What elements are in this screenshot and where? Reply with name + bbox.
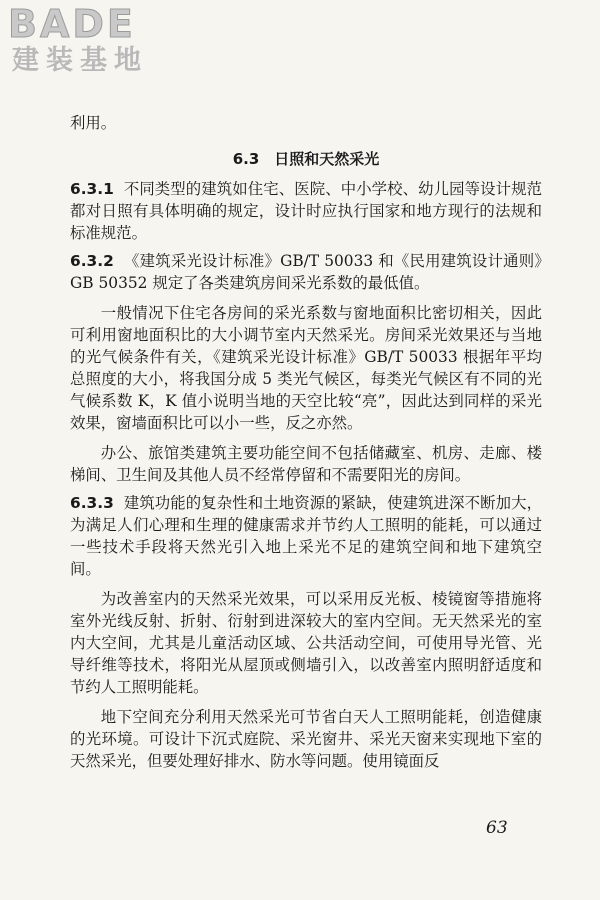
page-content [70, 112, 542, 772]
page-number: 63 [486, 818, 508, 838]
clause-text: 建筑功能的复杂性和土地资源的紧缺，使建筑进深不断加大，为满足人们心理和生理的健康需求并节约人工照明的能耗，可以通过一些技术手段将天然光引入地上采光不足的建筑空间和地下建筑空间。 [70, 494, 542, 578]
clause-6-3-3 [70, 492, 542, 580]
paragraph: 一般情况下住宅各房间的采光系数与窗地面积比密切相关，因此可利用窗地面积比的大小调节室内天然采光。房间采光效果还与当地的光气候条件有关，《建筑采光设计标准》GB/T 50033 根据年平均总照度的大小，将我国分成 5 类光气候区，每类光气候区有不同的光气候系数 K，K 值小说明当地的天空比较“亮”，因此达到同样的采光效果，窗墙面积比可以小一些，反之亦然。 [70, 304, 542, 432]
logo-subtitle: 建装基地 [12, 45, 148, 76]
paragraph: 为改善室内的天然采光效果，可以采用反光板、棱镜窗等措施将室外光线反射、折射、衍射到进深较大的室内空间。无天然采光的室内大空间，尤其是儿童活动区域、公共活动空间，可使用导光管、光导纤维等技术，将阳光从屋顶或侧墙引入，以改善室内照明舒适度和节约人工照明能耗。 [70, 590, 542, 696]
clause-text: 《建筑采光设计标准》GB/T 50033 和《民用建筑设计通则》GB 50352 规定了各类建筑房间采光系数的最低值。 [70, 252, 542, 292]
clause-6-3-2 [70, 250, 542, 294]
clause-number: 6.3.2 [70, 252, 114, 270]
paragraph: 地下空间充分利用天然采光可节省白天人工照明能耗，创造健康的光环境。可设计下沉式庭院、采光窗井、采光天窗来实现地下室的天然采光，但要处理好排水、防水等问题。使用镜面反 [70, 708, 542, 770]
paragraph-continued: 利用。 [70, 114, 117, 132]
logo-wordmark: BADE [8, 2, 136, 46]
clause-text: 不同类型的建筑如住宅、医院、中小学校、幼儿园等设计规范都对日照有具体明确的规定，设计时应执行国家和地方现行的法规和标准规范。 [70, 180, 542, 242]
clause-6-3-1 [70, 178, 542, 244]
section-title: 6.3 日照和天然采光 [232, 150, 380, 168]
logo [8, 4, 148, 78]
clause-number: 6.3.3 [70, 494, 114, 512]
clause-number: 6.3.1 [70, 180, 114, 198]
paragraph: 办公、旅馆类建筑主要功能空间不包括储藏室、机房、走廊、楼梯间、卫生间及其他人员不经常停留和不需要阳光的房间。 [70, 444, 542, 484]
